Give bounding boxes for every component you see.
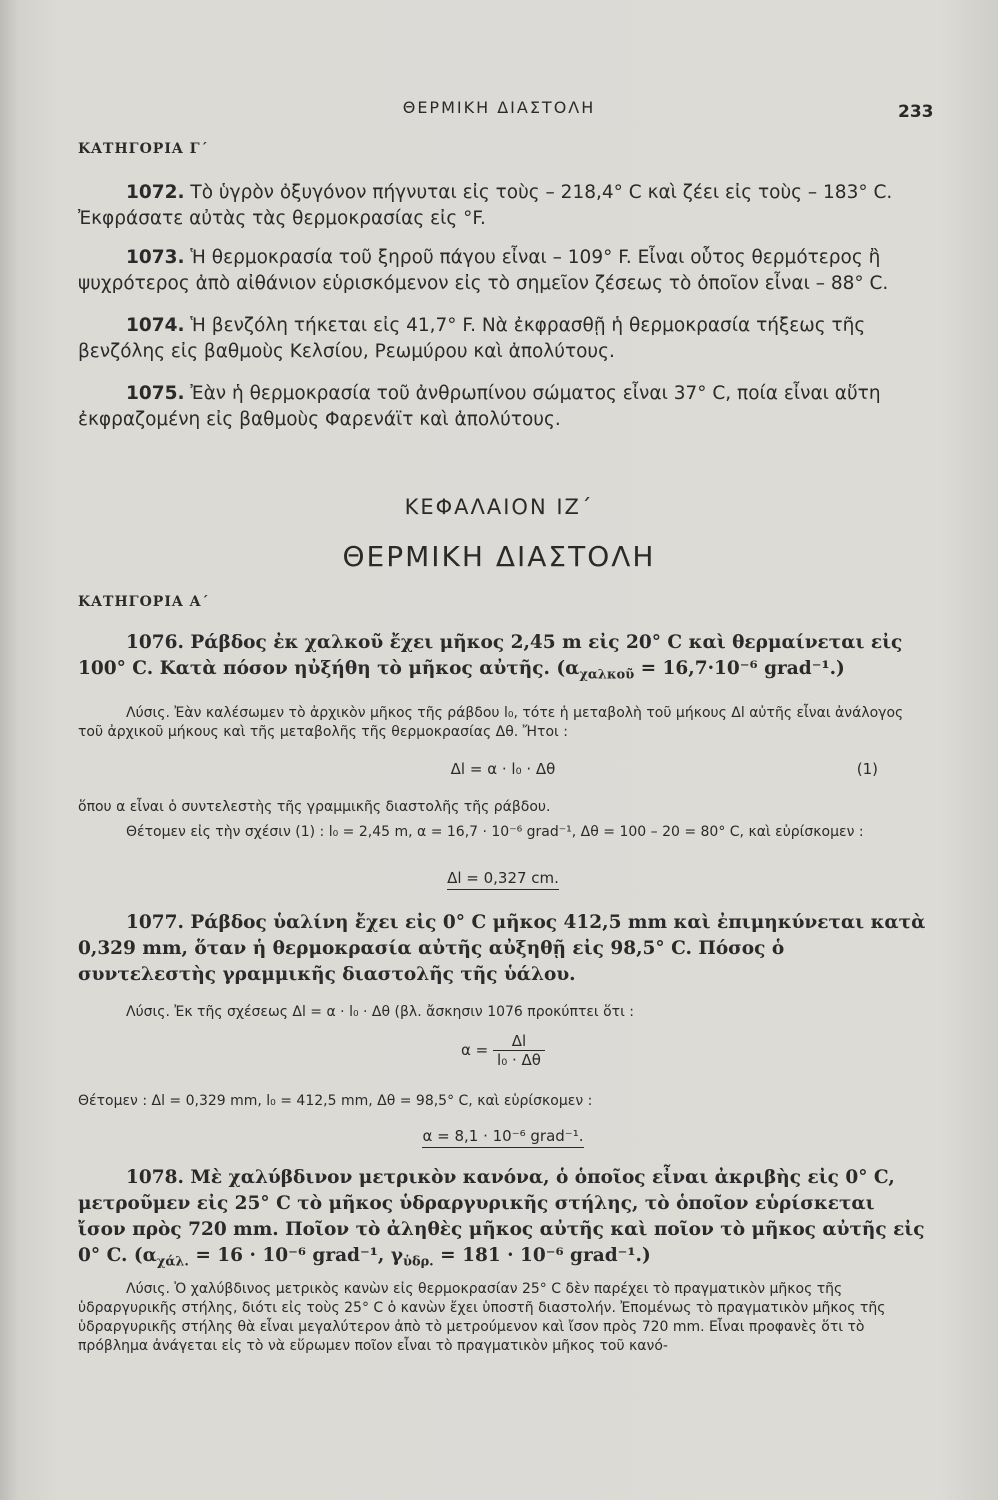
chapter-title: ΘΕΡΜΙΚΗ ΔΙΑΣΤΟΛΗ — [342, 540, 656, 573]
equation-1 — [78, 760, 928, 778]
fraction-equation — [78, 1032, 928, 1069]
exercise-1075 — [78, 381, 928, 433]
solution-1077-substitution: Θέτομεν : Δl = 0,329 mm, l₀ = 412,5 mm, Δθ = 98,5° C, καὶ εὑρίσκομεν : — [78, 1093, 593, 1109]
category-heading-a: ΚΑΤΗΓΟΡΙΑ Α΄ — [78, 594, 210, 610]
exercise-number: 1076. — [126, 632, 184, 653]
fraction-numerator: Δl — [493, 1032, 545, 1051]
alpha-subscript: χαλκοῦ — [579, 667, 635, 683]
exercise-number: 1074. — [126, 315, 185, 336]
solution-1076-intro: Λύσις. Ἐὰν καλέσωμεν τὸ ἀρχικὸν μῆκος τῆς ράβδου l₀, τότε ἡ μεταβολὴ τοῦ μήκους Δl αὐτῆς εἶναι ἀνάλογος τοῦ ἀρχικοῦ μήκους καὶ τῆς μεταβολῆς τῆς θερμοκρασίας Δθ. Ἤτοι : — [78, 705, 904, 740]
exercise-text: Τὸ ὑγρὸν ὀξυγόνον πήγνυται εἰς τοὺς – 218,4° C καὶ ζέει εἰς τοὺς – 183° C. Ἐκφράσατε αὐτὰς τὰς θερμοκρασίας εἰς °F. — [78, 182, 893, 229]
exercise-1074 — [78, 313, 928, 365]
exercise-text-mid: = 16 · 10⁻⁶ grad⁻¹, γ — [188, 1245, 403, 1266]
gamma-subscript: ὑδρ. — [402, 1254, 434, 1270]
exercise-1072 — [78, 180, 928, 232]
result-text: α = 8,1 · 10⁻⁶ grad⁻¹. — [422, 1127, 583, 1148]
result-1077 — [78, 1127, 928, 1145]
exercise-text: Ἡ θερμοκρασία τοῦ ξηροῦ πάγου εἶναι – 109° F. Εἶναι οὗτος θερμότερος ἢ ψυχρότερος ἀπὸ αἰθάνιον εὑρισκόμενον εἰς τὸ σημεῖον ζέσεως τὸ ὁποῖον εἶναι – 88° C. — [78, 247, 889, 294]
category-heading-g: ΚΑΤΗΓΟΡΙΑ Γ΄ — [78, 141, 209, 157]
exercise-1073 — [78, 245, 928, 297]
exercise-text-end: = 16,7·10⁻⁶ grad⁻¹.) — [634, 658, 845, 679]
fraction-lhs: α = — [461, 1041, 489, 1059]
exercise-number: 1078. — [126, 1167, 184, 1188]
exercise-number: 1077. — [126, 912, 184, 933]
chapter-label: ΚΕΦΑΛΑΙΟΝ ΙΖ΄ — [404, 495, 594, 519]
exercise-number: 1075. — [126, 383, 185, 404]
fraction-denominator: l₀ · Δθ — [497, 1051, 541, 1069]
equation-text: Δl = α · l₀ · Δθ — [450, 760, 556, 778]
exercise-number: 1072. — [126, 182, 185, 203]
exercise-text-end: = 181 · 10⁻⁶ grad⁻¹.) — [433, 1245, 651, 1266]
result-1076 — [78, 869, 928, 887]
exercise-1078 — [78, 1165, 928, 1276]
solution-1076-substitution: Θέτομεν εἰς τὴν σχέσιν (1) : l₀ = 2,45 m, α = 16,7 · 10⁻⁶ grad⁻¹, Δθ = 100 – 20 = 80° C, καὶ εὑρίσκομεν : — [126, 824, 864, 840]
exercise-number: 1073. — [126, 247, 185, 268]
fraction — [493, 1032, 545, 1069]
running-title: ΘΕΡΜΙΚΗ ΔΙΑΣΤΟΛΗ — [402, 98, 596, 117]
equation-number: (1) — [856, 760, 878, 778]
exercise-1077 — [78, 910, 928, 988]
solution-1077-intro: Λύσις. Ἐκ τῆς σχέσεως Δl = α · l₀ · Δθ (βλ. ἄσκησιν 1076 προκύπτει ὅτι : — [126, 1004, 635, 1020]
page-number: 233 — [898, 102, 934, 122]
exercise-1076 — [78, 630, 928, 689]
result-text: Δl = 0,327 cm. — [447, 869, 559, 890]
solution-1078: Λύσις. Ὁ χαλύβδινος μετρικὸς κανὼν εἰς θερμοκρασίαν 25° C δὲν παρέχει τὸ πραγματικὸν μῆκος τῆς ὑδραργυρικῆς στήλης, διότι εἰς τοὺς 25° C ὁ κανὼν ἔχει ὑποστῆ διαστολήν. Ἐπομένως τὸ πραγματικὸν μῆκος τῆς ὑδραργυρικῆς στήλης θὰ εἶναι μεγαλύτερον ἀπὸ τὸ μετρούμενον καὶ ἴσον πρὸς 720 mm. Εἶναι προφανὲς ὅτι τὸ πρόβλημα ἀνάγεται εἰς τὸ νὰ εὕρωμεν ποῖον εἶναι τὸ πραγματικὸν μῆκος τοῦ κανό- — [78, 1281, 886, 1354]
alpha-subscript: χάλ. — [156, 1254, 189, 1270]
exercise-text: Ράβδος ἐκ χαλκοῦ ἔχει μῆκος 2,45 m εἰς 20° C καὶ θερμαίνεται εἰς 100° C. Κατὰ πόσον ηὐξήθη τὸ μῆκος αὐτῆς. (α — [78, 632, 903, 679]
exercise-text: Μὲ χαλύβδινον μετρικὸν κανόνα, ὁ ὁποῖος εἶναι ἀκριβὴς εἰς 0° C, μετροῦμεν εἰς 25° C τὸ μῆκος ὑδραργυρικῆς στήλης, τὸ ὁποῖον εὑρίσκεται ἴσον πρὸς 720 mm. Ποῖον τὸ ἀληθὲς μῆκος αὐτῆς καὶ ποῖον τὸ μῆκος αὐτῆς εἰς 0° C. (α — [78, 1167, 925, 1266]
exercise-text: Ράβδος ὑαλίνη ἔχει εἰς 0° C μῆκος 412,5 mm καὶ ἐπιμηκύνεται κατὰ 0,329 mm, ὅταν ἡ θερμοκρασία αὐτῆς αὐξηθῇ εἰς 98,5° C. Πόσος ὁ συντελεστὴς γραμμικῆς διαστολῆς τῆς ὑάλου. — [78, 912, 926, 985]
solution-1076-note: ὅπου α εἶναι ὁ συντελεστὴς τῆς γραμμικῆς διαστολῆς τῆς ράβδου. — [78, 799, 551, 815]
exercise-text: Ἐὰν ἡ θερμοκρασία τοῦ ἀνθρωπίνου σώματος εἶναι 37° C, ποία εἶναι αὕτη ἐκφραζομένη εἰς βαθμοὺς Φαρενάϊτ καὶ ἀπολύτους. — [78, 383, 881, 430]
exercise-text: Ἡ βενζόλη τήκεται εἰς 41,7° F. Νὰ ἐκφρασθῇ ἡ θερμοκρασία τήξεως τῆς βενζόλης εἰς βαθμοὺς Κελσίου, Ρεωμύρου καὶ ἀπολύτους. — [78, 315, 866, 362]
